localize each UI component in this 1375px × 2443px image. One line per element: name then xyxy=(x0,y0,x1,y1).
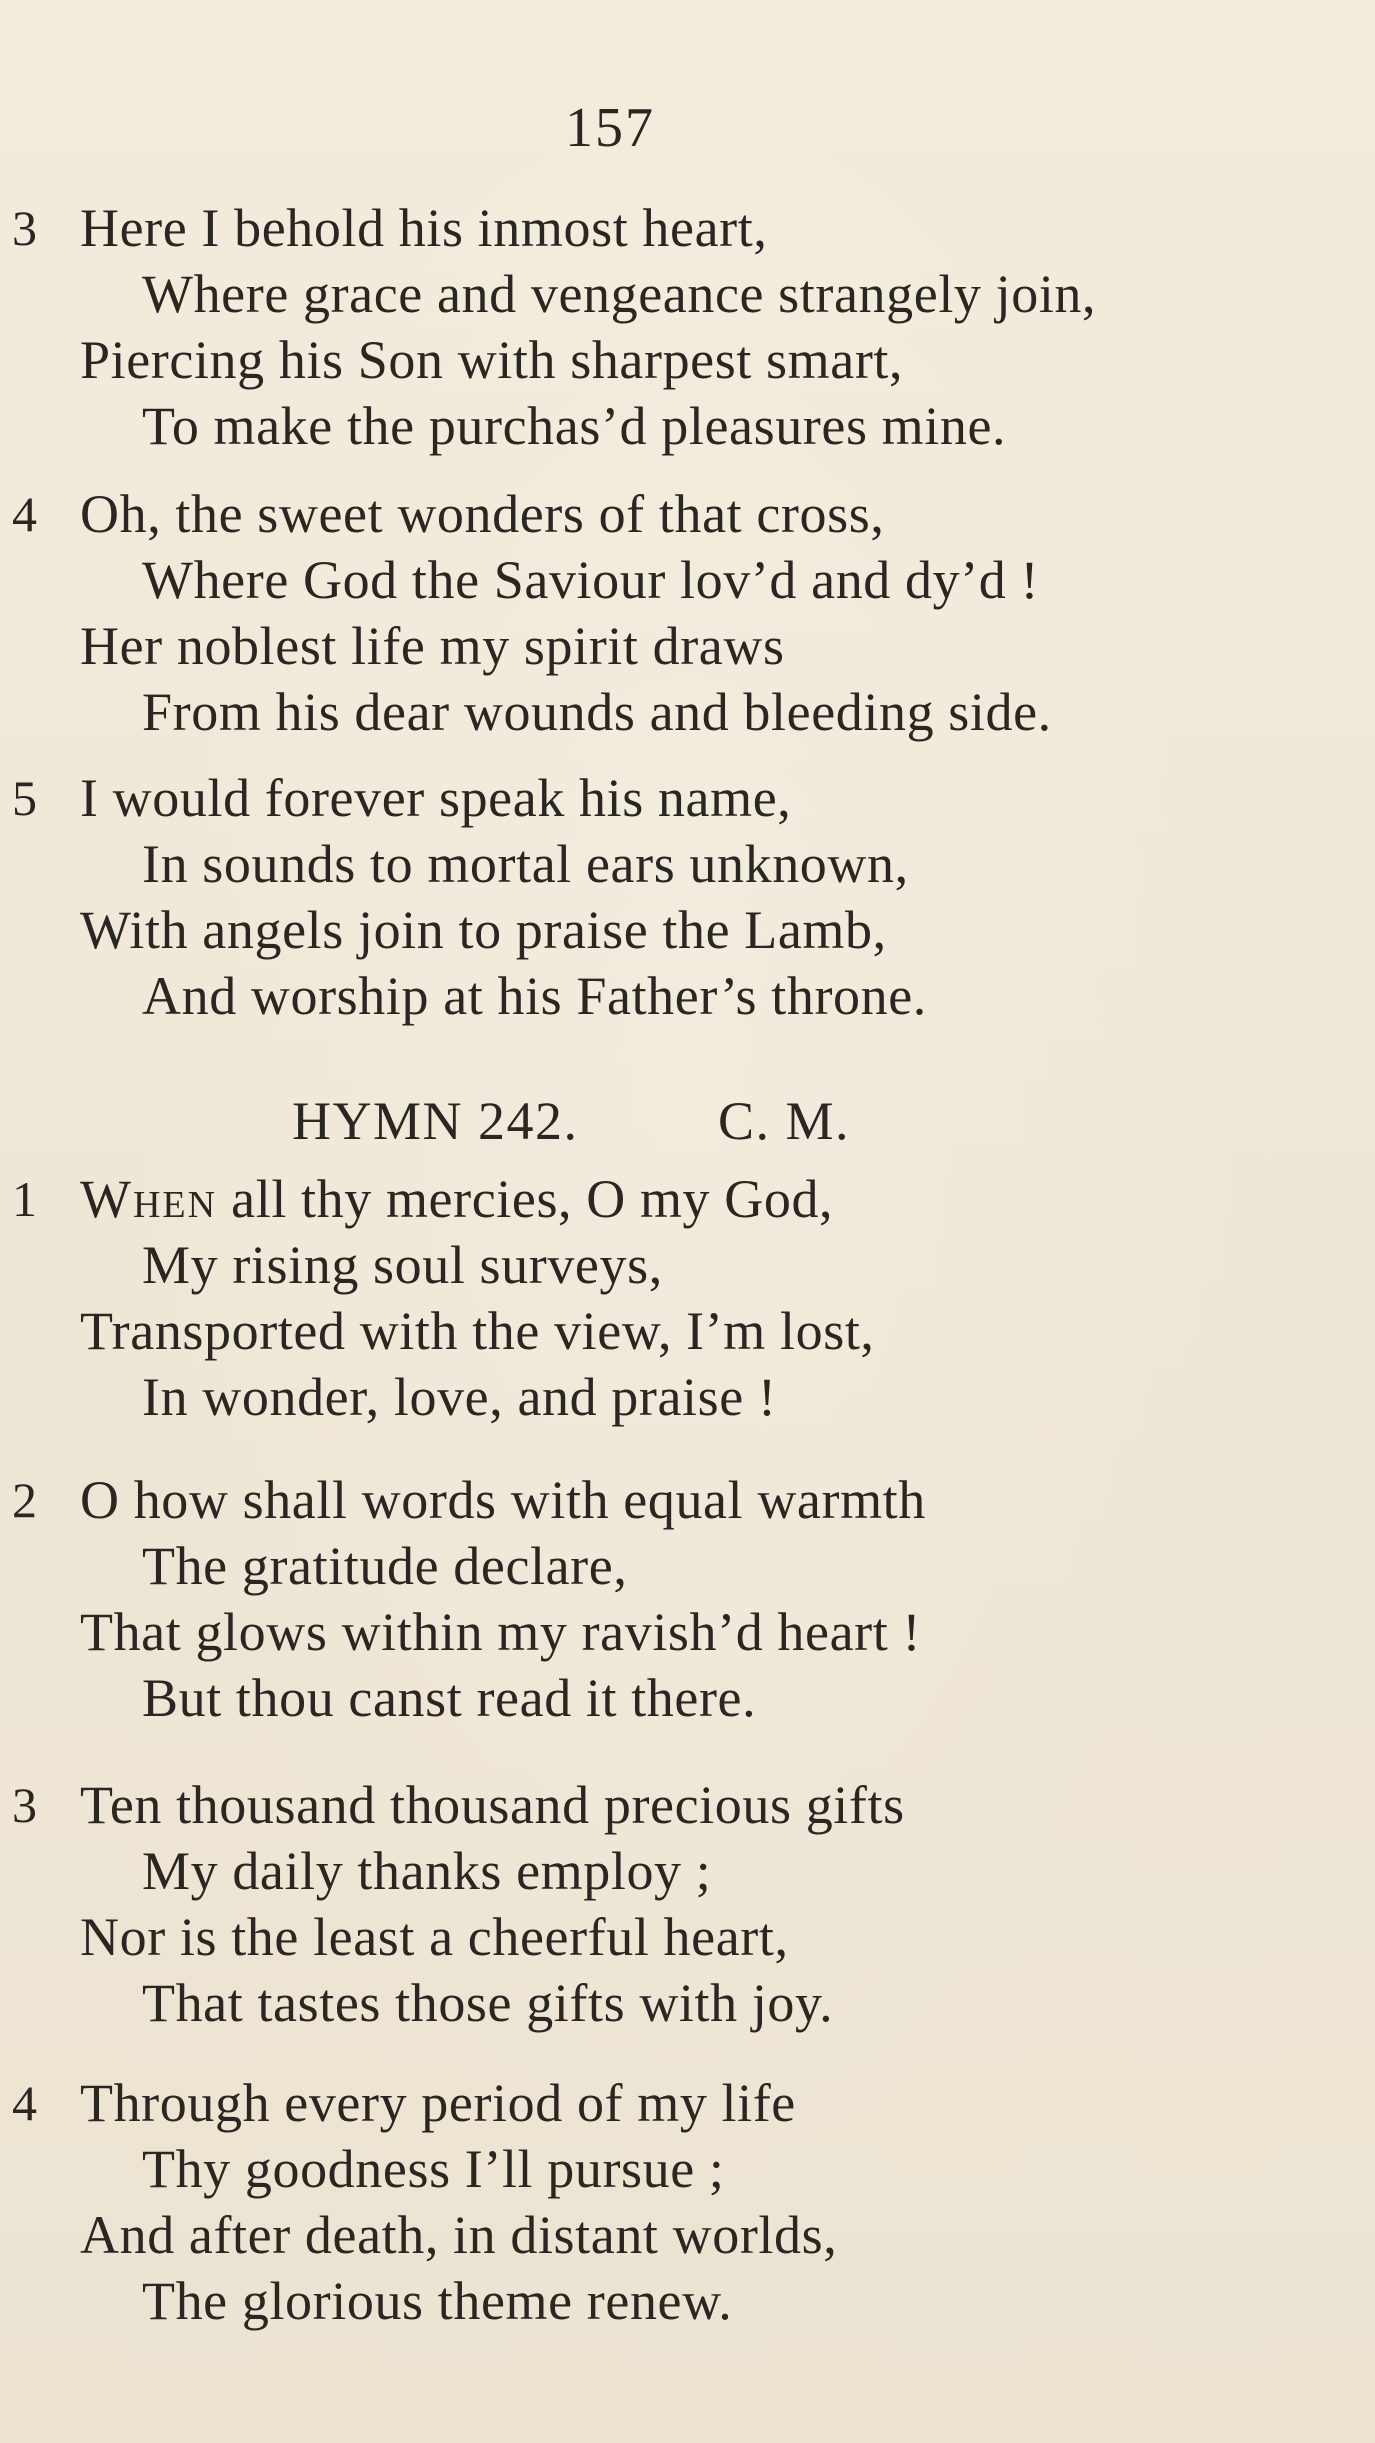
verse-line xyxy=(0,1970,1340,2036)
verse-line xyxy=(0,1665,1340,1731)
verse-line xyxy=(0,1904,1340,1970)
verse-text: I would forever speak his name, xyxy=(80,768,792,828)
stanza-3-previous-hymn xyxy=(0,195,1340,459)
verse-line xyxy=(0,481,1340,547)
verse-line xyxy=(0,2136,1340,2202)
verse-text: Thy goodness I’ll pursue ; xyxy=(142,2139,725,2199)
verse-text: O how shall words with equal warmth xyxy=(80,1470,926,1530)
verse-line xyxy=(0,1364,1340,1430)
stanza-4-previous-hymn xyxy=(0,481,1340,745)
hymn-meter: C. M. xyxy=(718,1091,851,1151)
hymn-242-stanza-3 xyxy=(0,1772,1340,2036)
stanza-5-previous-hymn xyxy=(0,765,1340,1029)
verse-text: Ten thousand thousand precious gifts xyxy=(80,1775,905,1835)
verse-line xyxy=(0,1467,1340,1533)
hymn-242-stanza-1 xyxy=(0,1166,1340,1430)
verse-line xyxy=(0,261,1340,327)
verse-text: Through every period of my life xyxy=(80,2073,796,2133)
verse-text: Oh, the sweet wonders of that cross, xyxy=(80,484,885,544)
verse-line xyxy=(0,2070,1340,2136)
stanza-number: 2 xyxy=(12,1472,38,1528)
verse-text: From his dear wounds and bleeding side. xyxy=(142,682,1052,742)
verse-line xyxy=(0,1599,1340,1665)
verse-text: Nor is the least a cheerful heart, xyxy=(80,1907,789,1967)
verse-line xyxy=(0,1772,1340,1838)
verse-text: Her noblest life my spirit draws xyxy=(80,616,785,676)
stanza-number: 1 xyxy=(12,1171,38,1227)
page-number: 157 xyxy=(565,97,655,159)
hymn-number-label: HYMN 242. xyxy=(292,1091,579,1151)
verse-line xyxy=(0,1533,1340,1599)
verse-line xyxy=(0,1838,1340,1904)
verse-line xyxy=(0,1298,1340,1364)
verse-line xyxy=(0,1232,1340,1298)
verse-text: But thou canst read it there. xyxy=(142,1668,757,1728)
verse-text: That tastes those gifts with joy. xyxy=(142,1973,834,2033)
hymn-242-stanza-2 xyxy=(0,1467,1340,1731)
verse-line xyxy=(0,327,1340,393)
hymn-242-stanza-4 xyxy=(0,2070,1340,2334)
stanza-number: 4 xyxy=(12,2075,38,2131)
verse-line xyxy=(0,1166,1340,1232)
verse-line xyxy=(0,613,1340,679)
verse-text: The glorious theme renew. xyxy=(142,2271,733,2331)
verse-text: In wonder, love, and praise ! xyxy=(142,1367,777,1427)
verse-line xyxy=(0,195,1340,261)
verse-line xyxy=(0,765,1340,831)
stanza-number: 3 xyxy=(12,1777,38,1833)
verse-line xyxy=(0,2202,1340,2268)
verse-line xyxy=(0,831,1340,897)
first-word-small-caps: When xyxy=(80,1169,218,1229)
stanza-number: 4 xyxy=(12,486,38,542)
stanza-number: 3 xyxy=(12,200,38,256)
verse-text: And after death, in distant worlds, xyxy=(80,2205,838,2265)
verse-text: Here I behold his inmost heart, xyxy=(80,198,768,258)
verse-text: In sounds to mortal ears unknown, xyxy=(142,834,909,894)
verse-text: And worship at his Father’s throne. xyxy=(142,966,927,1026)
verse-text: My rising soul surveys, xyxy=(142,1235,663,1295)
verse-text: My daily thanks employ ; xyxy=(142,1841,712,1901)
verse-line xyxy=(0,897,1340,963)
verse-text: Transported with the view, I’m lost, xyxy=(80,1301,875,1361)
verse-line xyxy=(0,547,1340,613)
verse-line xyxy=(0,679,1340,745)
verse-text: With angels join to praise the Lamb, xyxy=(80,900,887,960)
verse-text: To make the purchas’d pleasures mine. xyxy=(142,396,1007,456)
verse-text: That glows within my ravish’d heart ! xyxy=(80,1602,922,1662)
verse-line xyxy=(0,963,1340,1029)
verse-text: Piercing his Son with sharpest smart, xyxy=(80,330,904,390)
verse-line xyxy=(0,2268,1340,2334)
stanza-number: 5 xyxy=(12,770,38,826)
verse-text: all thy mercies, O my God, xyxy=(217,1169,834,1229)
verse-text: Where God the Saviour lov’d and dy’d ! xyxy=(142,550,1040,610)
hymn-heading xyxy=(0,1086,1340,1156)
verse-text: The gratitude declare, xyxy=(142,1536,628,1596)
verse-text: Where grace and vengeance strangely join, xyxy=(142,264,1097,324)
verse-line xyxy=(0,393,1340,459)
